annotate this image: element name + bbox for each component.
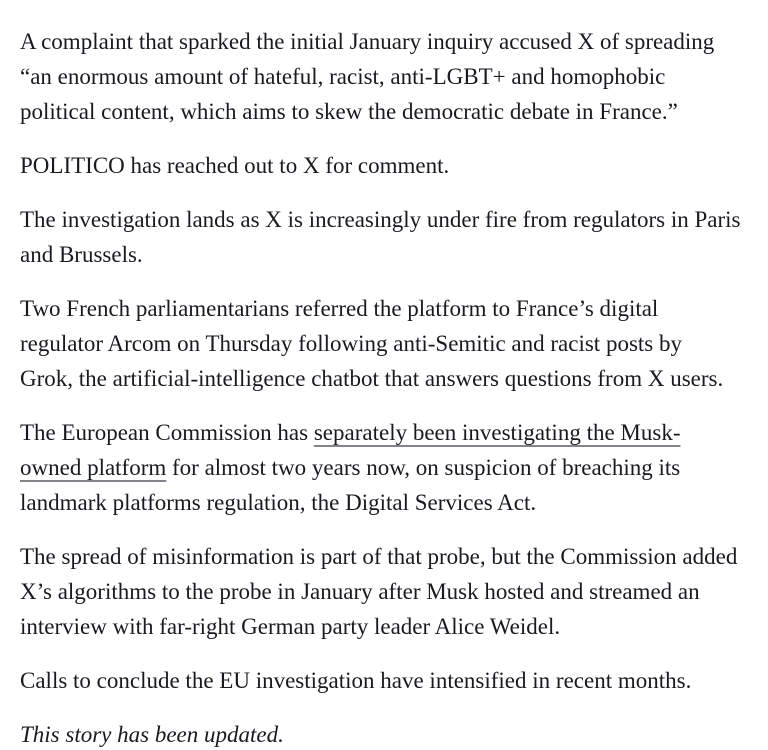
inline-link[interactable]: separately been investigating the Musk- [313, 420, 681, 445]
text-run: political content, which aims to skew the democratic debate in France.” [20, 99, 678, 124]
paragraph-regulators [20, 202, 750, 272]
text-run: X’s algorithms to the probe in January after Musk hosted and streamed an [20, 579, 700, 604]
text-run: A complaint that sparked the initial January inquiry accused X of spreading [20, 29, 715, 54]
text-run: and Brussels. [20, 242, 143, 267]
text-run: Calls to conclude the EU investigation have intensified in recent months. [20, 668, 692, 693]
text-run: The investigation lands as X is increasingly under fire from regulators in Paris [20, 207, 741, 232]
text-run: landmark platforms regulation, the Digital Services Act. [20, 490, 537, 515]
text-run: regulator Arcom on Thursday following anti-Semitic and racist posts by [20, 331, 682, 356]
inline-link[interactable]: owned platform [20, 455, 167, 480]
text-run: POLITICO has reached out to X for comment. [20, 153, 450, 178]
paragraph-arcom [20, 291, 750, 396]
text-run: The spread of misinformation is part of that probe, but the Commission added [20, 544, 738, 569]
text-run: “an enormous amount of hateful, racist, anti-LGBT+ and homophobic [20, 64, 666, 89]
text-run: interview with far-right German party leader Alice Weidel. [20, 614, 561, 639]
paragraph-misinformation [20, 539, 750, 644]
text-run: This story has been updated. [20, 722, 284, 747]
text-run: The European Commission has [20, 420, 314, 445]
paragraph-comment [20, 148, 750, 183]
paragraph-calls [20, 663, 750, 698]
text-run: Grok, the artificial-intelligence chatbot that answers questions from X users. [20, 366, 724, 391]
paragraph-complaint [20, 24, 750, 129]
text-run: Two French parliamentarians referred the platform to France’s digital [20, 296, 659, 321]
text-run: for almost two years now, on suspicion of breaching its [166, 455, 681, 480]
paragraph-commission [20, 415, 750, 520]
editor-update-note [20, 717, 750, 750]
